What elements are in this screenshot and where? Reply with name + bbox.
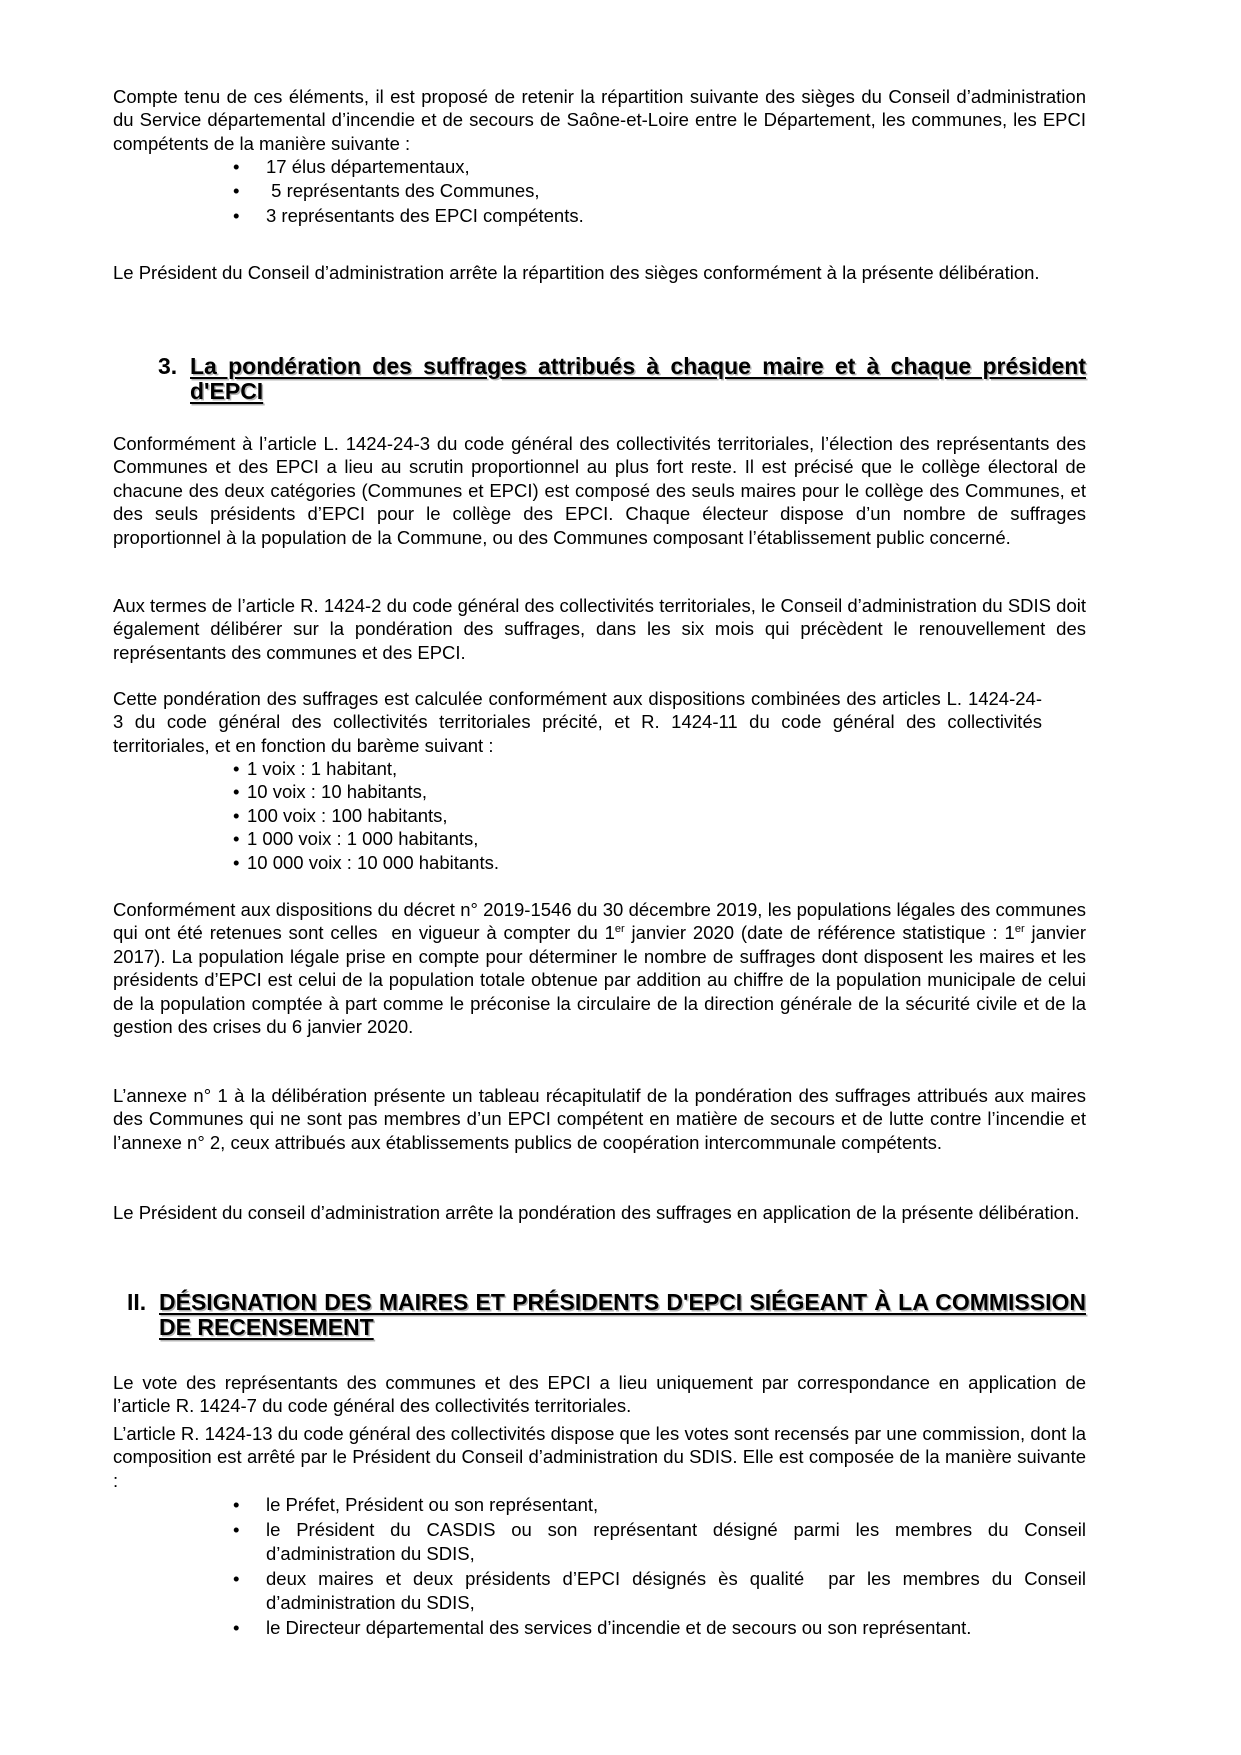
paragraph: Conformément aux dispositions du décret n° 2019-1546 du 30 décembre 2019, les populations légales des communes qui ont été retenues sont celles en vigueur à compter du 1er janvier 2020 (date de référence statistique : 1er janvier 2017). La population légale prise en compte pour déterminer le nombre de suffrages dont disposent les maires et les présidents d’EPCI est celui de la population totale obtenue par addition au chiffre de la population municipale de celui de la population comptée à part comme le préconise la circulaire de la direction générale de la sécurité civile et de la gestion des crises du 6 janvier 2020. <box>113 899 1092 1038</box>
paragraph: Conformément à l’article L. 1424-24-3 du code général des collectivités territoriales, l’élection des représentants des Communes et des EPCI a lieu au scrutin proportionnel au plus fort reste. Il est précisé que le collège électoral de chacune des deux catégories (Communes et EPCI) est composé des seuls maires pour le collège des Communes, et des seuls présidents d’EPCI pour le collège des EPCI. Chaque électeur dispose d’un nombre de suffrages proportionnel à la population de la Commune, ou des Communes composant l’établissement public concerné. <box>113 433 1086 548</box>
intro-paragraph: Compte tenu de ces éléments, il est proposé de retenir la répartition suivante des sièges du Conseil d’administration du Service départemental d’incendie et de secours de Saône-et-Loire entre le Département, les communes, les EPCI compétents de la manière suivante : <box>113 86 1086 154</box>
bullet-icon: • <box>233 156 240 177</box>
bullet-icon: • <box>233 851 240 873</box>
bullet-icon: • <box>233 758 240 779</box>
bullet-icon: • <box>233 804 240 826</box>
list-item: • le Directeur départemental des services d’incendie et de secours ou son représentant. <box>233 1617 972 1639</box>
commission-composition-list <box>233 1493 1092 1639</box>
list-item: • 10 voix : 10 habitants, <box>233 781 427 803</box>
bullet-icon: • <box>233 180 240 202</box>
paragraph: Aux termes de l’article R. 1424-2 du code général des collectivités territoriales, le Conseil d’administration du SDIS doit également délibérer sur la pondération des suffrages, dans les six mois qui précèdent le renouvellement des représentants des communes et des EPCI. <box>113 595 1086 663</box>
list-item: • 17 élus départementaux, <box>233 156 470 177</box>
list-item: • 100 voix : 100 habitants, <box>233 804 448 826</box>
bullet-icon: • <box>233 1568 240 1590</box>
bullet-icon: • <box>233 1617 240 1639</box>
vote-scale-list <box>233 757 933 874</box>
list-item: • deux maires et deux présidents d’EPCI désignés ès qualité par les membres du Conseil d’administration du SDIS, <box>233 1568 1092 1613</box>
section-II-heading <box>127 1290 1086 1340</box>
bullet-icon: • <box>233 1519 240 1541</box>
bullet-icon: • <box>233 1494 240 1515</box>
seat-distribution-list <box>233 155 1086 227</box>
list-item: • 3 représentants des EPCI compétents. <box>233 204 584 226</box>
list-item: • 1 voix : 1 habitant, <box>233 758 398 779</box>
list-item: • 1 000 voix : 1 000 habitants, <box>233 828 479 850</box>
paragraph: Le Président du conseil d’administration arrête la pondération des suffrages en application de la présente délibération. <box>113 1202 1080 1223</box>
section-number: 3. <box>158 353 178 379</box>
bullet-icon: • <box>233 828 240 850</box>
bullet-icon: • <box>233 781 240 803</box>
list-item: • 5 représentants des Communes, <box>233 180 540 202</box>
paragraph: Le vote des représentants des communes et des EPCI a lieu uniquement par correspondance en application de l’article R. 1424-7 du code général des collectivités territoriales. <box>113 1372 1086 1417</box>
bullet-icon: • <box>233 204 240 226</box>
intro-closing: Le Président du Conseil d’administration arrête la répartition des sièges conformément à la présente délibération. <box>113 262 1040 283</box>
paragraph: L’annexe n° 1 à la délibération présente un tableau récapitulatif de la pondération des suffrages attribués aux maires des Communes qui ne sont pas membres d’un EPCI compétent en matière de secours et de lutte contre l’incendie et l’annexe n° 2, ceux attribués aux établissements publics de coopération intercommunale compétents. <box>113 1085 1086 1153</box>
list-item: • 10 000 voix : 10 000 habitants. <box>233 851 499 873</box>
section-3-heading <box>158 354 1086 404</box>
paragraph: L’article R. 1424-13 du code général des collectivités dispose que les votes sont recensés par une commission, dont la composition est arrêté par le Président du Conseil d’administration du SDIS. Elle est composée de la manière suivante : <box>113 1423 1086 1491</box>
list-item: • le Président du CASDIS ou son représentant désigné parmi les membres du Conseil d’administration du SDIS, <box>233 1519 1086 1564</box>
section-number: II. <box>127 1289 147 1315</box>
paragraph: Cette pondération des suffrages est calculée conformément aux dispositions combinées des articles L. 1424-24-3 du code général des collectivités territoriales précité, et R. 1424-11 du code général des collectivités territoriales, et en fonction du barème suivant : <box>113 688 1042 756</box>
list-item: • le Préfet, Président ou son représentant, <box>233 1494 599 1515</box>
section-title: DÉSIGNATION DES MAIRES ET PRÉSIDENTS D'EPCI SIÉGEANT À LA COMMISSION DE RECENSEMENT <box>159 1289 1086 1340</box>
section-title: La pondération des suffrages attribués à chaque maire et à chaque président d'EPCI <box>190 353 1086 404</box>
